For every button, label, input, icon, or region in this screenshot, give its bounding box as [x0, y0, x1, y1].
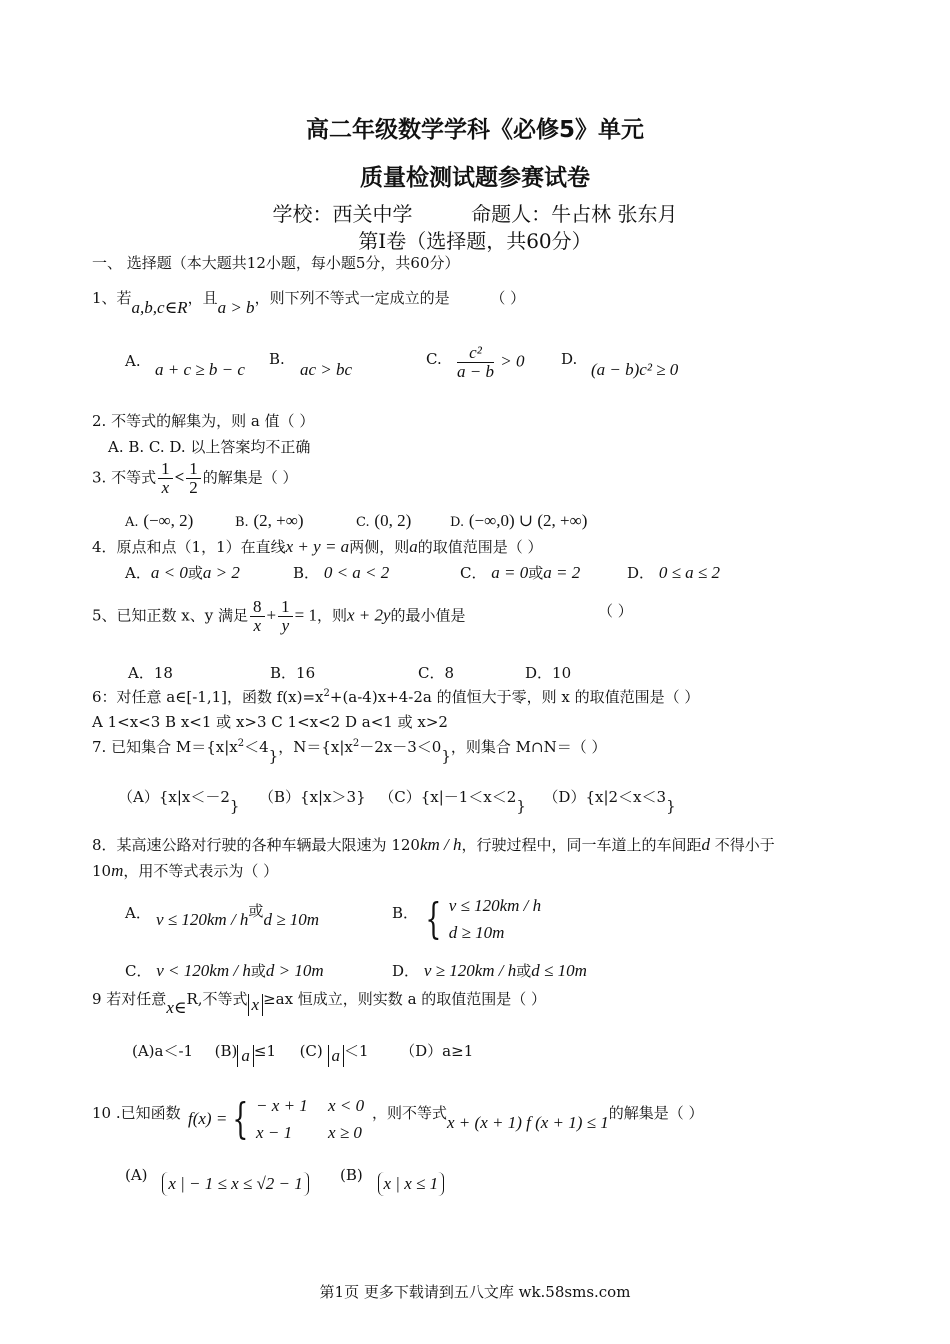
- q5-fraction-1: $\frac{8}{x}$: [250, 598, 265, 635]
- question-3-stem: 3. 不等式 $\frac{1}{x}$ < $\frac{1}{2}$ 的解集是（ ）: [92, 459, 298, 497]
- answer-paren: （ ）: [490, 289, 526, 307]
- q5-option-a: A．18: [128, 664, 173, 682]
- q4-option-c: C． a = 0或a = 2: [460, 563, 581, 582]
- q8-option-b-expr: { v ≤ 120km / h d ≥ 10m: [425, 894, 542, 944]
- q8-option-d: D． v ≥ 120km / h或d ≤ 10m: [392, 961, 587, 980]
- q5-fraction-2: $\frac{1}{y}$: [278, 598, 293, 635]
- q1-condition-order: a > b: [217, 298, 255, 317]
- q7-option-d: （D）{x|2＜x＜3}: [543, 788, 676, 815]
- question-2-stem: 2. 不等式的解集为，则 a 值（ ）: [92, 412, 315, 430]
- q10-option-a: (A) x | − 1 ≤ x ≤ √2 − 1: [125, 1163, 309, 1187]
- q1-option-b: B.: [269, 350, 285, 368]
- q10-option-b: (B) x | x ≤ 1: [340, 1163, 444, 1187]
- q8-option-c: C． v < 120km / h或d > 10m: [125, 961, 324, 980]
- q10-piecewise-function: f(x) = { − x + 1 x < 0 x − 1 x ≥ 0: [188, 1094, 365, 1144]
- section-heading: 一、 选择题（本大题共12小题，每小题5分，共60分）: [92, 254, 460, 272]
- question-1-stem: 1、若a,b,c∈R，且a > b，则下列不等式一定成立的是 （ ）: [92, 289, 526, 317]
- q1-option-a: A.: [125, 352, 141, 370]
- q7-option-b: （B）{x|x＞3}: [259, 788, 366, 806]
- exam-subtitle: 质量检测试题参赛试卷: [360, 165, 590, 191]
- q3-fraction-2: $\frac{1}{2}$: [186, 460, 201, 497]
- q8-option-b: B．: [392, 904, 419, 922]
- q4-option-b: B． 0 < a < 2: [293, 563, 390, 582]
- author: 命题人：牛占林 张东月: [471, 202, 678, 226]
- q1-option-d: D.: [561, 350, 578, 368]
- question-6-options: A 1<x<3 B x<1 或 x>3 C 1<x<2 D a<1 或 x>2: [92, 713, 448, 731]
- q3-option-c: C. (0, 2): [356, 511, 412, 530]
- q4-option-d: D． 0 ≤ a ≤ 2: [627, 563, 720, 582]
- q8-option-a-expr: v ≤ 120km / h或d ≥ 10m: [156, 902, 320, 929]
- q7-option-a: （A）{x|x＜－2}: [118, 788, 240, 815]
- q8-option-a: A．: [125, 904, 151, 922]
- question-6-stem: 6：对任意 a∈[-1,1]，函数 $f(x)=x^2+(a-4)x+4-2a$ 的值恒大于零，则 x 的取值范围是（ ）: [92, 688, 700, 706]
- abs-x: x: [248, 994, 264, 1016]
- question-4-stem: 4．原点和点（1，1）在直线x + y = a两侧，则a的取值范围是（ ）: [92, 537, 543, 556]
- q1-option-a-expr: a + c ≥ b − c: [155, 360, 245, 379]
- q5-option-d: D．10: [525, 664, 572, 682]
- q9-option-b: (B) a ≤1: [215, 1042, 276, 1060]
- q9-option-c: (C) a ＜1: [300, 1042, 369, 1060]
- q7-options: [118, 786, 676, 815]
- q1-option-c-expr: $\frac{\text{c²}}{a - b}$ > 0: [457, 343, 525, 381]
- q3-option-d: D. (−∞,0) ∪ (2, +∞): [450, 511, 588, 530]
- exam-title: 高二年级数学学科《必修5》单元: [305, 117, 644, 143]
- q1-option-c-fraction: $\frac{\text{c²}}{a - b}$: [457, 343, 494, 381]
- q7-option-c: （C）{x|－1＜x＜2}: [379, 788, 526, 815]
- question-8-line-1: 8．某高速公路对行驶的各种车辆最大限速为 120km / h，行驶过程中，同一车道上的车间距d 不得小于: [92, 835, 775, 854]
- question-5-stem: 5、已知正数 x、y 满足 $\frac{8}{x}$ + $\frac{1}{y}$ = 1，则x + 2y的最小值是: [92, 597, 466, 635]
- q1-option-c: C.: [426, 350, 442, 368]
- q9-option-a: (A)a＜-1: [132, 1042, 194, 1060]
- q1-condition-set: a,b,c∈R: [131, 298, 188, 317]
- volume-heading: 第I卷（选择题，共60分）: [358, 229, 592, 253]
- q1-option-b-expr: ac > bc: [300, 360, 353, 379]
- q5-option-b: B．16: [270, 664, 316, 682]
- q4-option-a: A．a < 0或a > 2: [125, 563, 240, 582]
- question-2-options: A. B. C. D. 以上答案均不正确: [108, 438, 311, 456]
- school: 学校：西关中学: [272, 202, 413, 226]
- q3-option-a: A. (−∞, 2): [125, 511, 194, 530]
- q3-option-b: B. (2, +∞): [235, 511, 304, 530]
- q5-option-c: C．8: [418, 664, 455, 682]
- question-9-stem: 9 若对任意x∈R,不等式 x ≥ax 恒成立，则实数 a 的取值范围是（ ）: [92, 990, 547, 1017]
- q9-options: [132, 1040, 474, 1065]
- q9-option-d: （D）a≥1: [400, 1042, 474, 1060]
- school-author-line: [0, 198, 950, 227]
- question-8-line-2: 10m，用不等式表示为（ ）: [92, 861, 279, 880]
- q3-fraction-1: $\frac{1}{x}$: [158, 460, 173, 497]
- question-10-stem-rest: ，则不等式x + (x + 1) f (x + 1) ≤ 1的解集是（ ）: [372, 1104, 704, 1132]
- answer-paren: （ ）: [598, 602, 633, 620]
- question-10-stem-label: 10 .已知函数: [92, 1104, 181, 1122]
- page-footer: 第1页 更多下载请到五八文库 wk.58sms.com: [319, 1283, 631, 1301]
- question-7-stem: 7. 已知集合 $M=\{x|x^2<4\}$，$N=\{x|x^2-2x-3<0\}$，则集合 M∩N＝（ ）: [92, 738, 607, 765]
- q1-option-d-expr: (a − b)c² ≥ 0: [591, 360, 679, 379]
